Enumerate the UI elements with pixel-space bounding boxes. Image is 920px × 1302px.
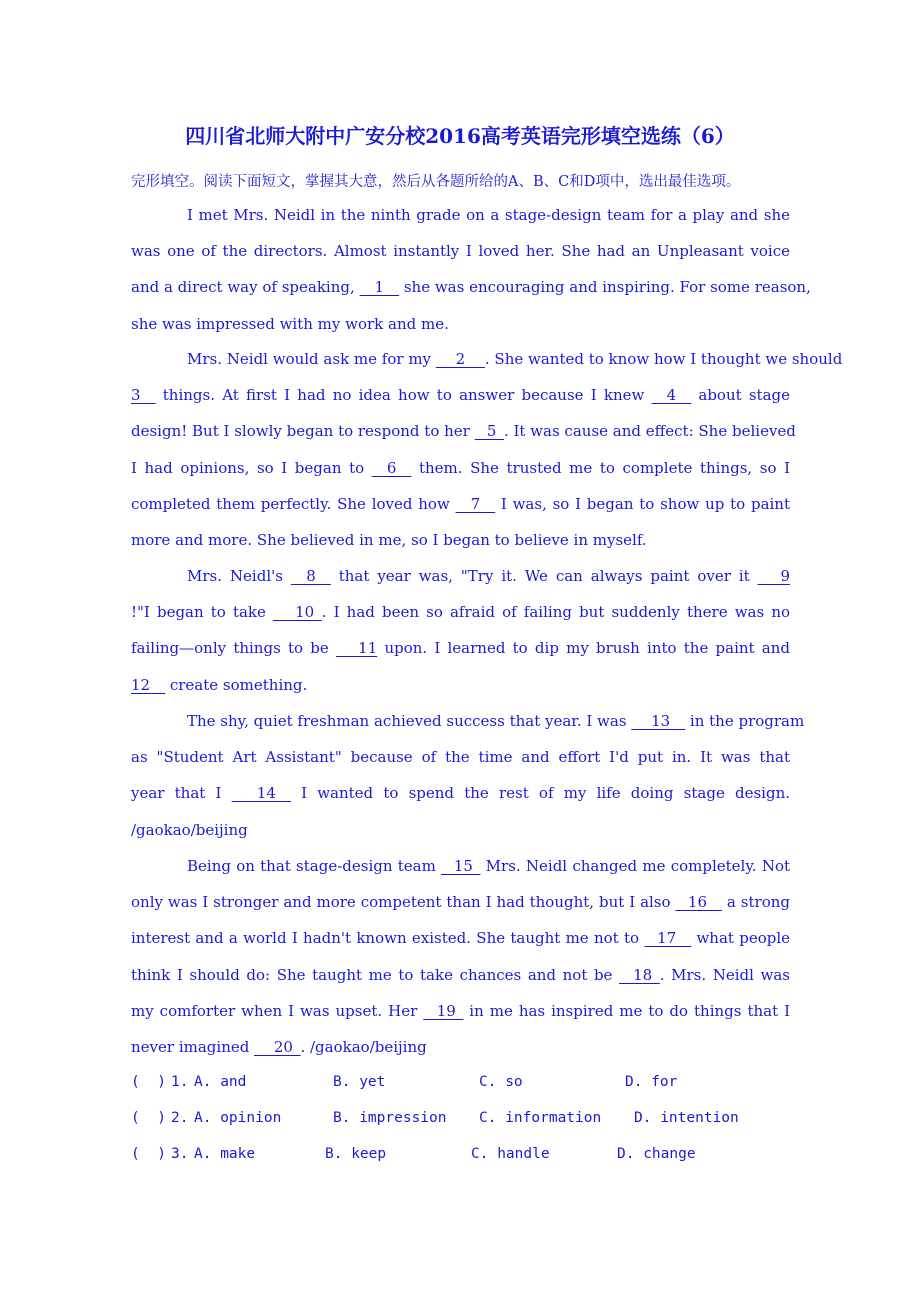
passage-text: failing—only things to be bbox=[131, 639, 336, 658]
passage-line bbox=[131, 602, 790, 622]
option-d: D. for bbox=[625, 1074, 678, 1090]
option-b: B. yet bbox=[333, 1074, 386, 1090]
instruction-text: 完形填空。阅读下面短文，掌握其大意，然后从各题所给的A、B、C和D项中，选出最佳选项。 bbox=[131, 174, 741, 190]
passage-line bbox=[131, 494, 790, 514]
answer-blank: _16__ bbox=[675, 893, 722, 912]
option-c: C. so bbox=[479, 1074, 523, 1090]
passage-text: she was encouraging and inspiring. For some reason, bbox=[399, 278, 811, 297]
passage-text: . She wanted to know how I thought we should bbox=[484, 350, 843, 368]
passage-line bbox=[131, 566, 790, 586]
answer-blank: __7__ bbox=[455, 494, 496, 513]
passage-text: my comforter when I was upset. Her bbox=[131, 1001, 424, 1020]
passage-text: I had opinions, so I began to bbox=[131, 458, 372, 477]
passage-text: only was I stronger and more competent than I had thought, but I also bbox=[131, 893, 676, 912]
passage-text: year that I bbox=[131, 784, 232, 803]
option-a: A. and bbox=[194, 1074, 247, 1090]
passage-text: that year was, "Try it. We can always paint over it bbox=[330, 567, 758, 585]
passage-text: think I should do: She taught me to take chances and not be bbox=[131, 965, 620, 984]
passage-line: I met Mrs. Neidl in the ninth grade on a stage-design team for a play and she bbox=[187, 206, 790, 224]
passage-text: and a direct way of speaking, bbox=[131, 278, 360, 297]
passage-line bbox=[131, 1037, 790, 1057]
passage-text: about stage bbox=[691, 386, 791, 405]
answer-blank: _19_ bbox=[423, 1001, 464, 1020]
passage-text: upon. I learned to dip my brush into the paint and bbox=[377, 639, 790, 658]
answer-blank: __9 bbox=[757, 567, 790, 585]
passage-text: create something. bbox=[165, 675, 308, 694]
option-a: A. opinion bbox=[194, 1110, 282, 1127]
passage-line bbox=[131, 711, 805, 731]
passage-text: what people bbox=[691, 929, 791, 948]
answer-blank: __20_ bbox=[254, 1038, 301, 1056]
passage-line: more and more. She believed in me, so I began to believe in myself. bbox=[131, 531, 647, 549]
passage-text: completed them perfectly. She loved how bbox=[131, 494, 456, 513]
answer-bracket[interactable]: ( ) bbox=[131, 1146, 166, 1163]
question-number: 3. bbox=[171, 1146, 189, 1163]
passage-line bbox=[131, 928, 790, 948]
passage-line bbox=[131, 675, 790, 695]
passage-line bbox=[131, 1001, 790, 1021]
passage-line bbox=[131, 385, 790, 405]
passage-line bbox=[131, 277, 811, 297]
option-c: C. information bbox=[479, 1110, 602, 1127]
option-b: B. impression bbox=[333, 1110, 447, 1127]
passage-text: Mrs. Neidl's bbox=[187, 567, 291, 585]
passage-line bbox=[131, 856, 790, 876]
passage-text: interest and a world I hadn't known existed. She taught me not to bbox=[131, 929, 645, 948]
passage-line bbox=[131, 349, 843, 369]
passage-text: Mrs. Neidl would ask me for my bbox=[187, 350, 436, 368]
answer-blank: _5_ bbox=[474, 422, 504, 441]
answer-blank: __2__ bbox=[435, 350, 485, 368]
passage-text: . /gaokao/beijing bbox=[300, 1038, 427, 1056]
passage-line bbox=[131, 638, 790, 658]
answer-blank: _6__ bbox=[371, 458, 412, 477]
answer-blank: __4__ bbox=[651, 386, 692, 405]
answer-blank: __11 bbox=[335, 639, 378, 658]
answer-blank: _8__ bbox=[290, 567, 331, 585]
passage-text: a strong bbox=[722, 893, 791, 912]
option-d: D. intention bbox=[634, 1110, 739, 1127]
passage-text: I wanted to spend the rest of my life doing stage design. bbox=[290, 784, 791, 803]
passage-text: Being on that stage-design team bbox=[187, 857, 442, 875]
option-a: A. make bbox=[194, 1146, 256, 1163]
passage-line bbox=[131, 421, 796, 441]
question-number: 1. bbox=[171, 1074, 189, 1090]
passage-text: design! But I slowly began to respond to her bbox=[131, 422, 475, 441]
passage-text: I was, so I began to show up to paint bbox=[495, 494, 790, 513]
passage-text: The shy, quiet freshman achieved success that year. I was bbox=[187, 712, 632, 730]
passage-text: never imagined bbox=[131, 1038, 255, 1056]
answer-blank: __13__ bbox=[631, 712, 686, 730]
passage-line: was one of the directors. Almost instantly I loved her. She had an Unpleasant voice bbox=[131, 242, 790, 261]
passage-text: . I had been so afraid of failing but suddenly there was no bbox=[321, 603, 791, 622]
answer-blank: __10_ bbox=[273, 603, 322, 622]
answer-blank: 3__ bbox=[131, 386, 156, 405]
passage-text: things. At first I had no idea how to answer because I knew bbox=[155, 386, 652, 405]
option-d: D. change bbox=[617, 1146, 696, 1163]
passage-line bbox=[131, 458, 790, 478]
passage-text: . It was cause and effect: She believed bbox=[503, 422, 796, 441]
answer-bracket[interactable]: ( ) bbox=[131, 1074, 166, 1090]
answer-bracket[interactable]: ( ) bbox=[131, 1110, 166, 1127]
answer-blank: 12__ bbox=[131, 675, 166, 694]
passage-text: in me has inspired me to do things that I bbox=[463, 1001, 791, 1020]
passage-line: she was impressed with my work and me. bbox=[131, 314, 449, 333]
passage-text: in the program bbox=[685, 712, 805, 730]
passage-text: them. She trusted me to complete things, so I bbox=[411, 458, 791, 477]
option-b: B. keep bbox=[325, 1146, 387, 1163]
answer-blank: __14__ bbox=[231, 784, 291, 803]
passage-line bbox=[131, 965, 790, 985]
question-number: 2. bbox=[171, 1110, 189, 1127]
passage-text: !"I began to take bbox=[131, 603, 274, 622]
passage-line: as "Student Art Assistant" because of the time and effort I'd put in. It was that bbox=[131, 748, 790, 767]
passage-line bbox=[131, 783, 790, 803]
passage-text: Mrs. Neidl changed me completely. Not bbox=[480, 857, 791, 875]
passage-line: /gaokao/beijing bbox=[131, 820, 248, 839]
answer-blank: _17__ bbox=[644, 929, 692, 948]
document-title: 四川省北师大附中广安分校2016高考英语完形填空选练（6） bbox=[185, 124, 735, 148]
passage-text: . Mrs. Neidl was bbox=[659, 965, 790, 984]
answer-blank: _18_ bbox=[619, 965, 660, 984]
answer-blank: _15_ bbox=[441, 857, 481, 875]
option-c: C. handle bbox=[471, 1146, 550, 1163]
passage-line bbox=[131, 892, 790, 912]
answer-blank: __1__ bbox=[359, 278, 400, 297]
